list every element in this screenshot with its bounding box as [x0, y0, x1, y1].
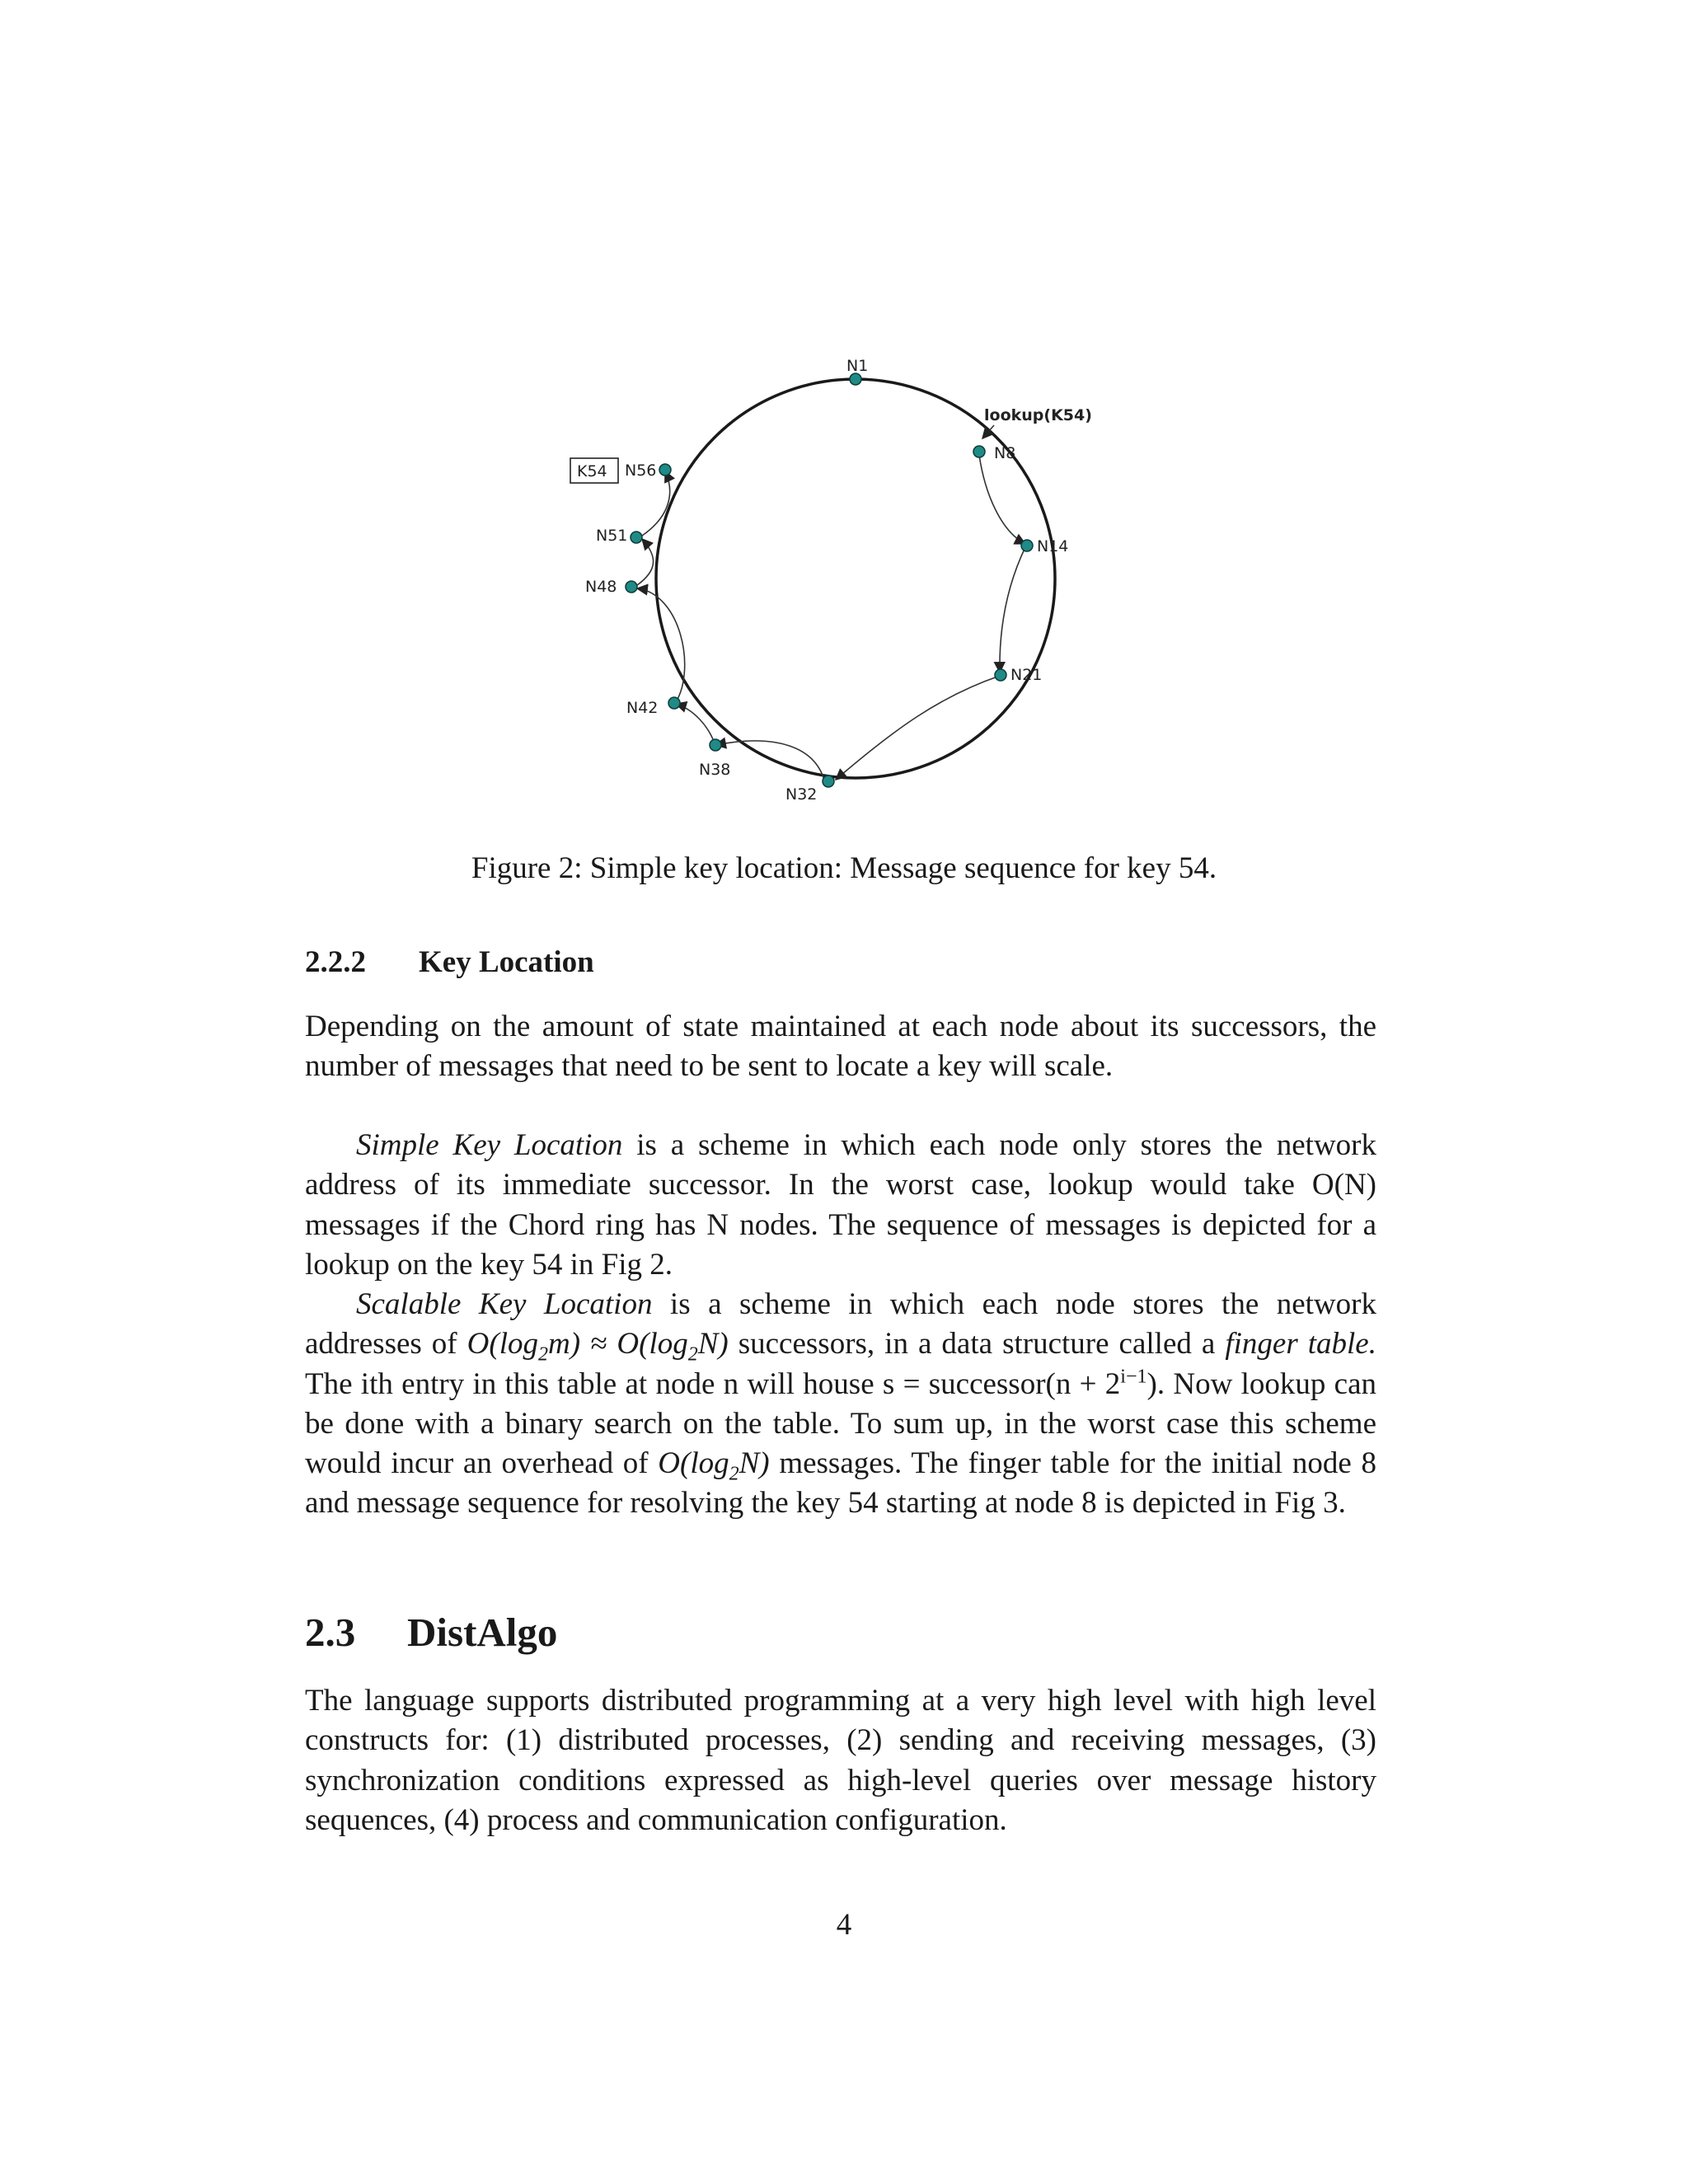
paragraph-distalgo: The language supports distributed programming at a very high level with high level constructs for: (1) distributed processes, (2) sending and receiving messages, (3) synchronization conditions expressed as high-level queries over message history sequences, (4) process and communication configuration.: [305, 1684, 1376, 1837]
term-scalable-key-location: Scalable Key Location: [356, 1287, 653, 1321]
paragraph-simple-key-location: [305, 1126, 1376, 1285]
node-label-n8: N8: [994, 444, 1016, 462]
chord-ring: [656, 379, 1055, 778]
math-expression: $O(\log_2m) \approx O(\log_2N)$: [467, 1327, 729, 1366]
node-label-n1: N1: [846, 357, 869, 375]
paragraph-text: ). Now lookup can be done with a binary search on the table. To sum up, in the worst case this scheme would incur an overhead of: [305, 1366, 1376, 1481]
message-arrow: [637, 588, 685, 702]
node-label-n32: N32: [785, 785, 818, 804]
paragraph-text: successors, in a data structure called a: [728, 1327, 1226, 1361]
node-label-n56: N56: [625, 462, 657, 480]
node-label-n38: N38: [699, 761, 731, 779]
section-number: 2.3: [305, 1610, 356, 1655]
node-label-n51: N51: [596, 527, 628, 545]
paragraph-text: messages. The finger table for the initial node 8 and message sequence for resolving the key 54 starting at node 8 is depicted in Fig 3.: [305, 1446, 1376, 1521]
paragraph-text: is a scheme in which each node stores the network addresses of: [305, 1287, 1376, 1361]
node-label-n21: N21: [1010, 666, 1043, 684]
node-n21: [995, 669, 1006, 681]
node-n48: [626, 581, 637, 593]
message-arrow: [836, 676, 1000, 780]
message-arrow: [642, 471, 670, 536]
subsection-heading: [305, 944, 594, 980]
subsection-title: Key Location: [419, 945, 594, 979]
node-n56: [659, 464, 671, 476]
node-n38: [710, 739, 721, 751]
message-arrow: [979, 455, 1025, 544]
node-n1: [850, 373, 861, 385]
section-title: DistAlgo: [407, 1610, 558, 1655]
page-number: 4: [836, 1908, 852, 1942]
chord-ring-figure: [528, 346, 1154, 824]
term-simple-key-location: Simple Key Location: [356, 1128, 623, 1162]
node-n32: [823, 776, 834, 787]
node-label-n14: N14: [1037, 537, 1069, 555]
node-label-n48: N48: [585, 578, 617, 596]
ring-nodes: [626, 373, 1033, 787]
figure-caption: Figure 2: Simple key location: Message sequence for key 54.: [471, 851, 1217, 885]
message-arrow: [637, 539, 654, 585]
paragraph-scalable-key-location: [305, 1285, 1376, 1524]
math-exponent: i−1: [1120, 1366, 1147, 1388]
section-heading: [305, 1609, 557, 1656]
message-arrow: [676, 704, 715, 746]
node-label-n42: N42: [626, 699, 659, 717]
lookup-label: lookup(K54): [984, 406, 1092, 424]
subsection-number: 2.2.2: [305, 945, 366, 979]
node-n14: [1021, 540, 1033, 551]
paragraph-key-location-intro: Depending on the amount of state maintained at each node about its successors, the number of messages that need to be sent to locate a key will scale.: [305, 1010, 1376, 1084]
term-finger-table: finger table.: [1225, 1327, 1376, 1361]
chord-ring-diagram: [528, 346, 1154, 824]
node-n51: [631, 532, 642, 543]
message-arrow: [1000, 547, 1025, 673]
node-n42: [668, 697, 680, 709]
paragraph-text: is a scheme in which each node only stores the network address of its immediate successor. In the worst case, lookup would take O(N) messages if the Chord ring has N nodes. The sequence of messages is depicted for a lookup on the key 54 in Fig 2.: [305, 1128, 1376, 1282]
node-n8: [973, 446, 985, 457]
math-expression: $O(\log_2N)$: [658, 1446, 770, 1485]
message-arrow: [715, 741, 825, 783]
key-box-label: K54: [577, 462, 607, 480]
paragraph-text: The ith entry in this table at node n will house s = successor(n + 2: [305, 1366, 1121, 1401]
